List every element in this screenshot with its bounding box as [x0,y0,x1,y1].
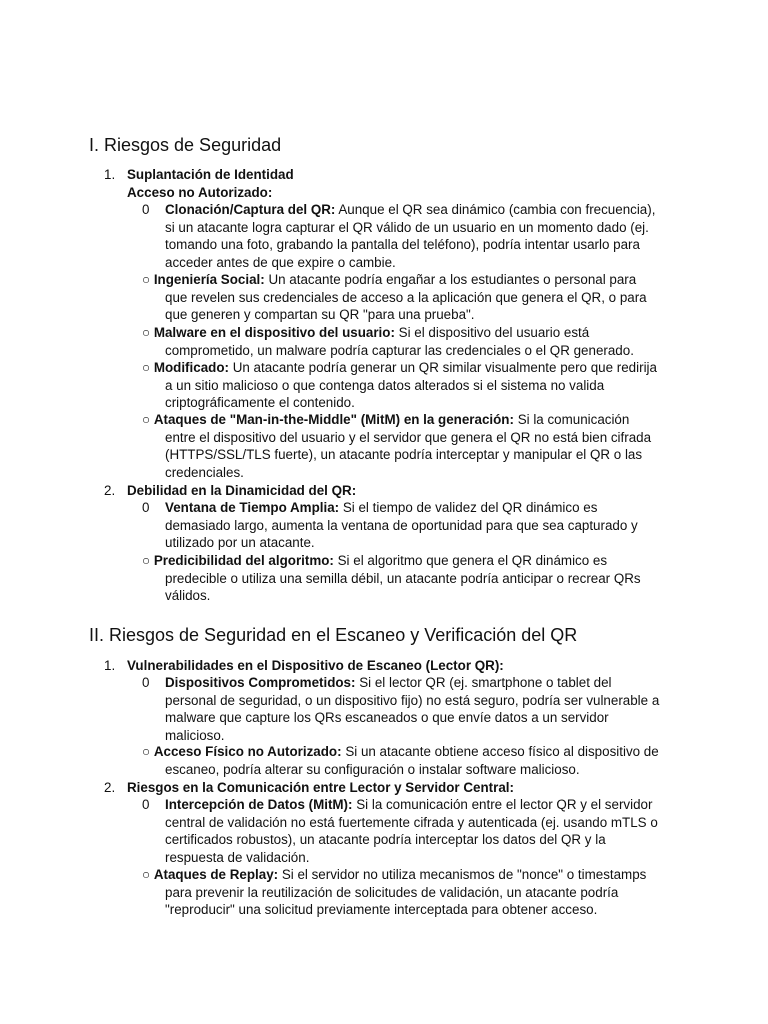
sub-list-item [142,743,682,778]
list-item-title: Suplantación de Identidad [127,167,294,182]
text-line [142,901,682,919]
text-line [142,464,682,482]
sub-list-text [165,499,682,552]
numbered-list-item [104,779,704,797]
text-line [165,534,682,552]
line-text: para prevenir la reutilización de solicitudes de validación, un atacante podría [165,884,619,900]
section-heading: II. Riesgos de Seguridad en el Escaneo y Verificación del QR [89,625,578,645]
text-line [142,429,682,447]
sub-list-item [142,866,682,919]
list-item-body [127,482,704,500]
list-item-body [127,657,704,675]
numbered-list-item [104,166,704,201]
sub-list-label: Modificado: [153,360,229,375]
sub-list-text [165,201,682,271]
text-line [142,884,682,902]
numbered-list-item [104,657,704,675]
sub-list-item [142,324,682,359]
sub-list-label: Dispositivos Comprometidos: [165,675,356,690]
line-text: acceder antes de que expire o cambie. [165,254,396,270]
text-line [142,866,682,884]
sub-list-label: Ingeniería Social: [153,272,265,287]
text-line [142,570,682,588]
line-text: malicioso. [165,727,225,743]
line-text: Si un atacante obtiene acceso físico al dispositivo de [345,744,659,759]
line-text: Si el algoritmo que genera el QR dinámico es [337,553,608,568]
sub-list-item [142,796,682,866]
sub-list-item [142,674,682,744]
sub-list-item [142,271,682,324]
list-number: 1. [104,658,116,673]
sub-list-text [165,796,682,866]
list-number: 2. [104,483,116,498]
line-text: malware que capture los QRs escaneados o que envíe datos a un servidor [165,710,609,726]
text-line [142,743,682,761]
text-line [165,709,682,727]
sub-list-marker: ○ [142,553,151,568]
text-line [142,377,682,395]
text-line [142,271,682,289]
text-line [142,587,682,605]
sub-list-marker: ○ [142,412,151,427]
text-line [165,201,682,219]
line-text: Aunque el QR sea dinámico (cambia con frecuencia), [338,202,656,217]
text-line [142,324,682,342]
text-line [165,814,682,832]
sub-list-marker: ○ [142,867,151,882]
line-text: Si la comunicación entre el lector QR y el servidor [356,797,653,812]
line-text: Si el dispositivo del usuario está [398,325,590,340]
section-heading: I. Riesgos de Seguridad [89,135,282,155]
line-text: que revelen sus credenciales de acceso a la aplicación que genera el QR, o para [165,289,647,305]
line-text: comprometido, un malware podría capturar las credenciales o el QR generado. [165,342,634,358]
list-item-subtitle: Acceso no Autorizado: [127,184,273,200]
line-text: Si el lector QR (ej. smartphone o tablet del [359,675,612,690]
text-line [142,446,682,464]
line-text: válidos. [165,588,211,604]
text-line [165,254,682,272]
sub-list-item [142,552,682,605]
text-line [165,236,682,254]
text-line [165,796,682,814]
line-text: predecible o utiliza una semilla débil, un atacante podría anticipar o recrear QRs [165,570,641,586]
sub-list-label: Ataques de Replay: [153,867,279,882]
line-text: Un atacante podría generar un QR similar visualmente pero que redirija [232,360,657,375]
sub-list-marker: 0 [142,202,150,217]
text-line [142,394,682,412]
sub-list-label: Acceso Físico no Autorizado: [153,744,342,759]
sub-list-text [165,674,682,744]
line-text: Si el servidor no utiliza mecanismos de "nonce" o timestamps [281,867,647,882]
line-text: tomando una foto, grabando la pantalla del teléfono), podría intentar usarlo para [165,237,640,253]
text-line [165,674,682,692]
line-text: (HTTPS/SSL/TLS fuerte), un atacante podría interceptar y manipular el QR o las [165,447,643,463]
line-text: respuesta de validación. [165,849,310,865]
sub-list-label: Ataques de "Man-in-the-Middle" (MitM) en la generación: [153,412,514,427]
line-text: demasiado largo, aumenta la ventana de oportunidad para que sea capturado y [165,517,638,533]
sub-list-marker: 0 [142,675,150,690]
text-line [142,359,682,377]
list-item-title: Vulnerabilidades en el Dispositivo de Escaneo (Lector QR): [127,658,504,673]
sub-list-label: Predicibilidad del algoritmo: [153,553,334,568]
text-line [142,289,682,307]
list-number: 2. [104,780,116,795]
numbered-list-item [104,482,704,500]
line-text: central de validación no está fuertemente cifrada y autenticada (ej. usando mTLS o [165,814,658,830]
sub-list-marker: 0 [142,500,150,515]
sub-list-marker: ○ [142,360,151,375]
line-text: Un atacante podría engañar a los estudiantes o personal para [268,272,637,287]
line-text: utilizado por un atacante. [165,535,315,551]
sub-list-marker: 0 [142,797,150,812]
sub-list-item [142,359,682,412]
line-text: certificados robustos), un atacante podría interceptar los datos del QR y la [165,832,606,848]
sub-list-marker: ○ [142,744,151,759]
line-text: credenciales. [165,464,244,480]
text-line [142,552,682,570]
text-line [142,342,682,360]
line-text: personal de seguridad, o un dispositivo fijo) no está seguro, podría ser vulnerable a [165,692,660,708]
text-line [165,727,682,745]
sub-list-item [142,499,682,552]
line-text: entre el dispositivo del usuario y el servidor que genera el QR no está bien cifrada [165,429,652,445]
text-line [165,692,682,710]
line-text: a un sitio malicioso o que contenga datos alterados si el sistema no valida [165,377,605,393]
sub-list-label: Malware en el dispositivo del usuario: [153,325,395,340]
line-text: criptográficamente el contenido. [165,395,355,411]
list-item-title: Debilidad en la Dinamicidad del QR: [127,483,357,498]
list-item-body [127,779,704,797]
line-text: escaneo, podría alterar su configuración o instalar software malicioso. [165,761,580,777]
sub-list-label: Intercepción de Datos (MitM): [165,797,353,812]
line-text: "reproducir" una solicitud previamente interceptada para obtener acceso. [165,902,598,918]
text-line [165,849,682,867]
sub-list-label: Clonación/Captura del QR: [165,202,336,217]
sub-list-item [142,411,682,481]
sub-list-item [142,201,682,271]
line-text: Si el tiempo de validez del QR dinámico es [342,500,598,515]
text-line [142,411,682,429]
list-number: 1. [104,167,116,182]
text-line [165,219,682,237]
list-item-title: Riesgos en la Comunicación entre Lector y Servidor Central: [127,780,514,795]
text-line [165,517,682,535]
text-line [165,831,682,849]
text-line [165,499,682,517]
list-item-body [127,166,704,201]
line-text: Si la comunicación [517,412,630,427]
text-line [142,306,682,324]
sub-list-label: Ventana de Tiempo Amplia: [165,500,340,515]
line-text: que generen y compartan su QR "para una prueba". [165,307,475,323]
sub-list-marker: ○ [142,272,151,287]
sub-list-marker: ○ [142,325,151,340]
text-line [142,761,682,779]
line-text: si un atacante logra capturar el QR válido de un usuario en un momento dado (ej. [165,219,649,235]
